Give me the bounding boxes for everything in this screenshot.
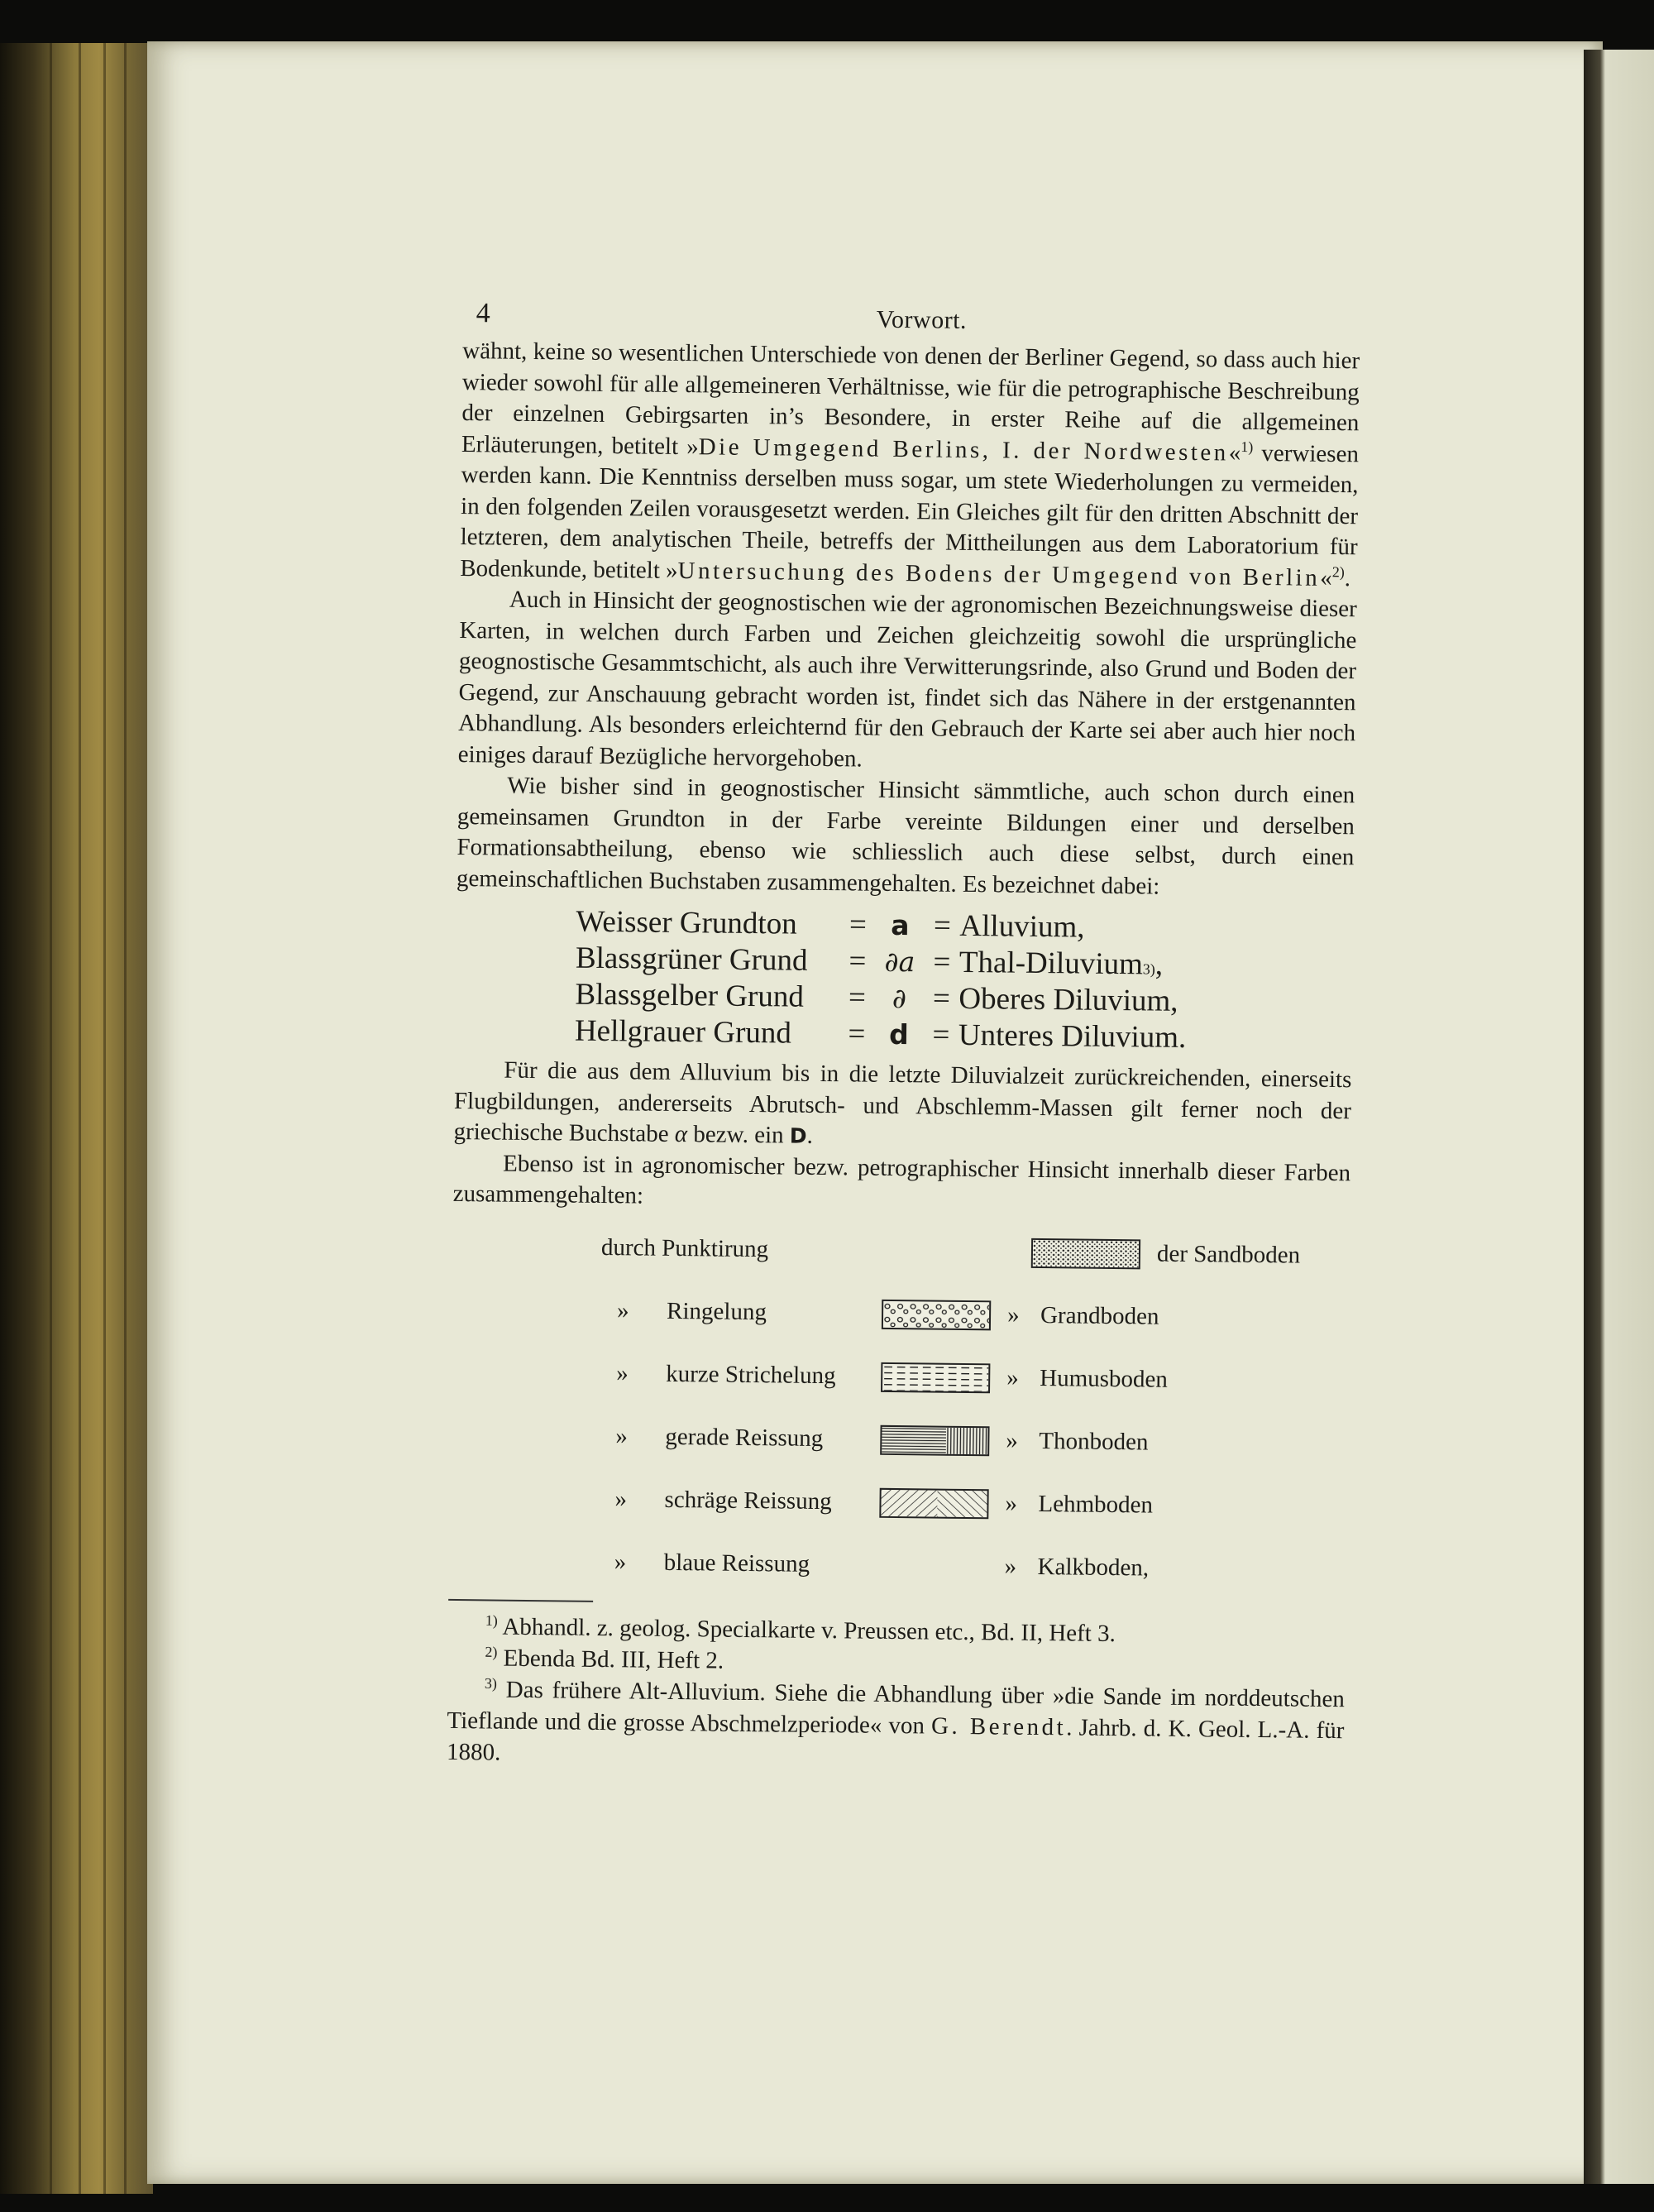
soil-method: kurze Strichelung	[666, 1360, 836, 1389]
legend-row	[575, 1013, 1352, 1059]
equals-sign: =	[932, 981, 951, 1016]
paragraph-4	[453, 1055, 1351, 1158]
punctuation: ,	[1154, 947, 1164, 982]
spaced-title: Die Umgegend Berlins, I. der Nordwesten	[698, 433, 1229, 467]
equals-sign: =	[848, 980, 867, 1015]
ditto-mark: »	[1005, 1490, 1018, 1517]
text: verwiesen werden kann. Die Kenntniss derselben muss sogar, um stete Wiederholungen zu vermeiden, in den folgenden Zeilen vorausgesetzt werden. Ein Gleiches gilt für den dritten Abschnitt der letzteren, dem analytischen Theile, betreffs der Mittheilungen aus dem Laboratorium für Bodenkunde, betitelt »	[460, 439, 1360, 584]
footnotes	[447, 1610, 1346, 1777]
formation-name: Oberes Diluvium,	[958, 981, 1178, 1018]
ditto-mark: »	[1006, 1301, 1020, 1329]
footnote-ref-2: 2)	[1331, 563, 1345, 580]
running-title: Vorwort.	[876, 305, 968, 334]
text: .	[1344, 564, 1351, 591]
soil-row	[451, 1340, 1349, 1413]
legend-color: Weisser Grundton	[576, 904, 797, 941]
book-page-edges	[0, 43, 153, 2194]
greek-alpha: α	[674, 1120, 688, 1148]
footnote-ref-1: 1)	[1240, 438, 1254, 455]
dot-pattern-swatch	[1031, 1238, 1140, 1268]
paragraph-3: Wie bisher sind in geognostischer Hinsicht sämmtliche, auch schon durch einen gemeinsamen Grundton in der Farbe vereinte Bildungen einer und derselben Formationsabtheilung, ebenso wie schliesslich auch diese selbst, durch einen gemeinschaftlichen Buchstaben zusammengehalten. Es bezeichnet dabei:	[456, 772, 1355, 900]
author-name: G. Berendt	[930, 1712, 1067, 1740]
footnote-mark: 1)	[485, 1611, 498, 1629]
formation-name: Unteres Diluvium.	[958, 1017, 1187, 1055]
line-pattern-swatch	[880, 1424, 989, 1455]
text: bezw. ein	[686, 1121, 791, 1149]
legend-color: Hellgrauer Grund	[574, 1013, 792, 1051]
footnote-text: Ebenda Bd. III, Heft 2.	[497, 1645, 724, 1674]
text: «	[1228, 439, 1241, 467]
ditto-mark: »	[615, 1422, 629, 1450]
equals-sign: =	[932, 1017, 950, 1052]
letter-D: D	[789, 1123, 807, 1148]
paragraph-2: Auch in Hinsicht der geognostischen wie der agronomischen Bezeichnungsweise dieser Karten, in welchen durch Farben und Zeichen gleichzeitig sowohl die ursprüngliche geognostische Gesammtschicht, als auch ihre Verwitterungsrinde, also Grund und Boden der Gegend, zur Anschauung gebracht worden ist, findet sich das Nähere in der erstgenannten Abhandlung. Als besonders erleichternd für den Gebrauch der Karte sei aber auch hier noch einiges darauf Bezügliche hervorgehoben.	[457, 586, 1357, 773]
soil-row	[449, 1466, 1347, 1539]
soil-type: Lehmboden	[1038, 1490, 1154, 1519]
soil-legend	[448, 1214, 1350, 1602]
soil-row	[452, 1214, 1350, 1287]
formation-legend	[575, 904, 1354, 1059]
text: Für die aus dem Alluvium bis in die letzte Diluvialzeit zurückreichenden, einerseits Flugbildungen, andererseits Abrutsch- und Abschlemm-Massen gilt ferner noch der griechische Buchstabe	[453, 1056, 1352, 1147]
formation-name: Alluvium,	[959, 908, 1085, 945]
soil-type: der Sandboden	[1156, 1240, 1301, 1269]
formation-letter: d	[888, 1017, 909, 1051]
legend-color: Blassgelber Grund	[575, 977, 805, 1014]
ditto-mark: »	[1006, 1364, 1019, 1391]
soil-method: durch Punktirung	[600, 1233, 769, 1263]
equals-sign: =	[849, 944, 867, 979]
ring-pattern-swatch	[882, 1299, 991, 1329]
soil-type: Kalkboden,	[1037, 1553, 1150, 1582]
soil-method: blaue Reissung	[663, 1549, 810, 1578]
text: .	[806, 1122, 814, 1149]
equals-sign: =	[849, 907, 868, 942]
equals-sign: =	[933, 908, 952, 943]
soil-method: gerade Reissung	[665, 1423, 824, 1452]
ditto-mark: »	[616, 1359, 629, 1387]
ditto-mark: »	[616, 1296, 629, 1324]
dash-pattern-swatch	[881, 1362, 990, 1392]
text: wähnt, keine so wesentlichen Unterschiede von denen der Berliner Gegend, so dass auch hier wieder sowohl für alle allgemeineren Verhältnisse, wie für die petrographische Beschreibung der einzelnen Gebirgsarten in’s Besondere, in erster Reihe auf die allgemeinen Erläuterungen, betitelt »	[461, 337, 1360, 460]
paragraph-5: Ebenso ist in agronomischer bezw. petrographischer Hinsicht innerhalb dieser Farben zusammengehalten:	[452, 1150, 1351, 1209]
equals-sign: =	[848, 1017, 866, 1051]
ditto-mark: »	[614, 1548, 627, 1576]
footnote-text: Das frühere Alt-Alluvium. Siehe die Abhandlung über »die Sande im norddeutschen Tieflande und die grosse Abschmelzperiode« von	[447, 1676, 1346, 1740]
page-number: 4	[476, 298, 490, 329]
formation-letter: ∂	[892, 981, 907, 1015]
text: «	[1320, 564, 1332, 591]
soil-row	[450, 1403, 1348, 1476]
ditto-mark: »	[614, 1485, 628, 1513]
ditto-mark: »	[1006, 1427, 1019, 1454]
page-content	[447, 298, 1360, 1778]
footnote-text: Abhandl. z. geolog. Specialkarte v. Preussen etc., Bd. II, Heft 3.	[497, 1613, 1116, 1647]
soil-method: Ringelung	[666, 1297, 767, 1325]
soil-row	[452, 1277, 1350, 1350]
equals-sign: =	[933, 945, 951, 979]
spaced-title: Untersuchung des Bodens der Umgegend von Berlin	[677, 557, 1321, 591]
footnote-mark: 3)	[484, 1674, 498, 1692]
ditto-mark: »	[1004, 1553, 1017, 1580]
footnote-3	[447, 1673, 1345, 1777]
blank-swatch	[878, 1550, 987, 1581]
formation-letter: ∂a	[884, 945, 915, 979]
formation-name: Thal-Diluvium	[958, 945, 1144, 982]
soil-method: schräge Reissung	[664, 1486, 832, 1515]
soil-row	[448, 1529, 1346, 1602]
paragraph-1	[460, 336, 1360, 594]
legend-color: Blassgrüner Grund	[575, 941, 808, 978]
footnote-mark: 2)	[485, 1643, 498, 1660]
diagonal-pattern-swatch	[879, 1487, 988, 1518]
soil-type: Grandboden	[1040, 1301, 1159, 1330]
formation-letter: a	[891, 908, 910, 942]
soil-type: Humusboden	[1040, 1364, 1169, 1393]
page-gutter	[1584, 50, 1654, 2184]
footnote-separator	[448, 1598, 593, 1602]
soil-type: Thonboden	[1039, 1427, 1149, 1456]
footnote-text: . Jahrb. d. K. Geol. L.-A. für 1880.	[446, 1713, 1345, 1766]
